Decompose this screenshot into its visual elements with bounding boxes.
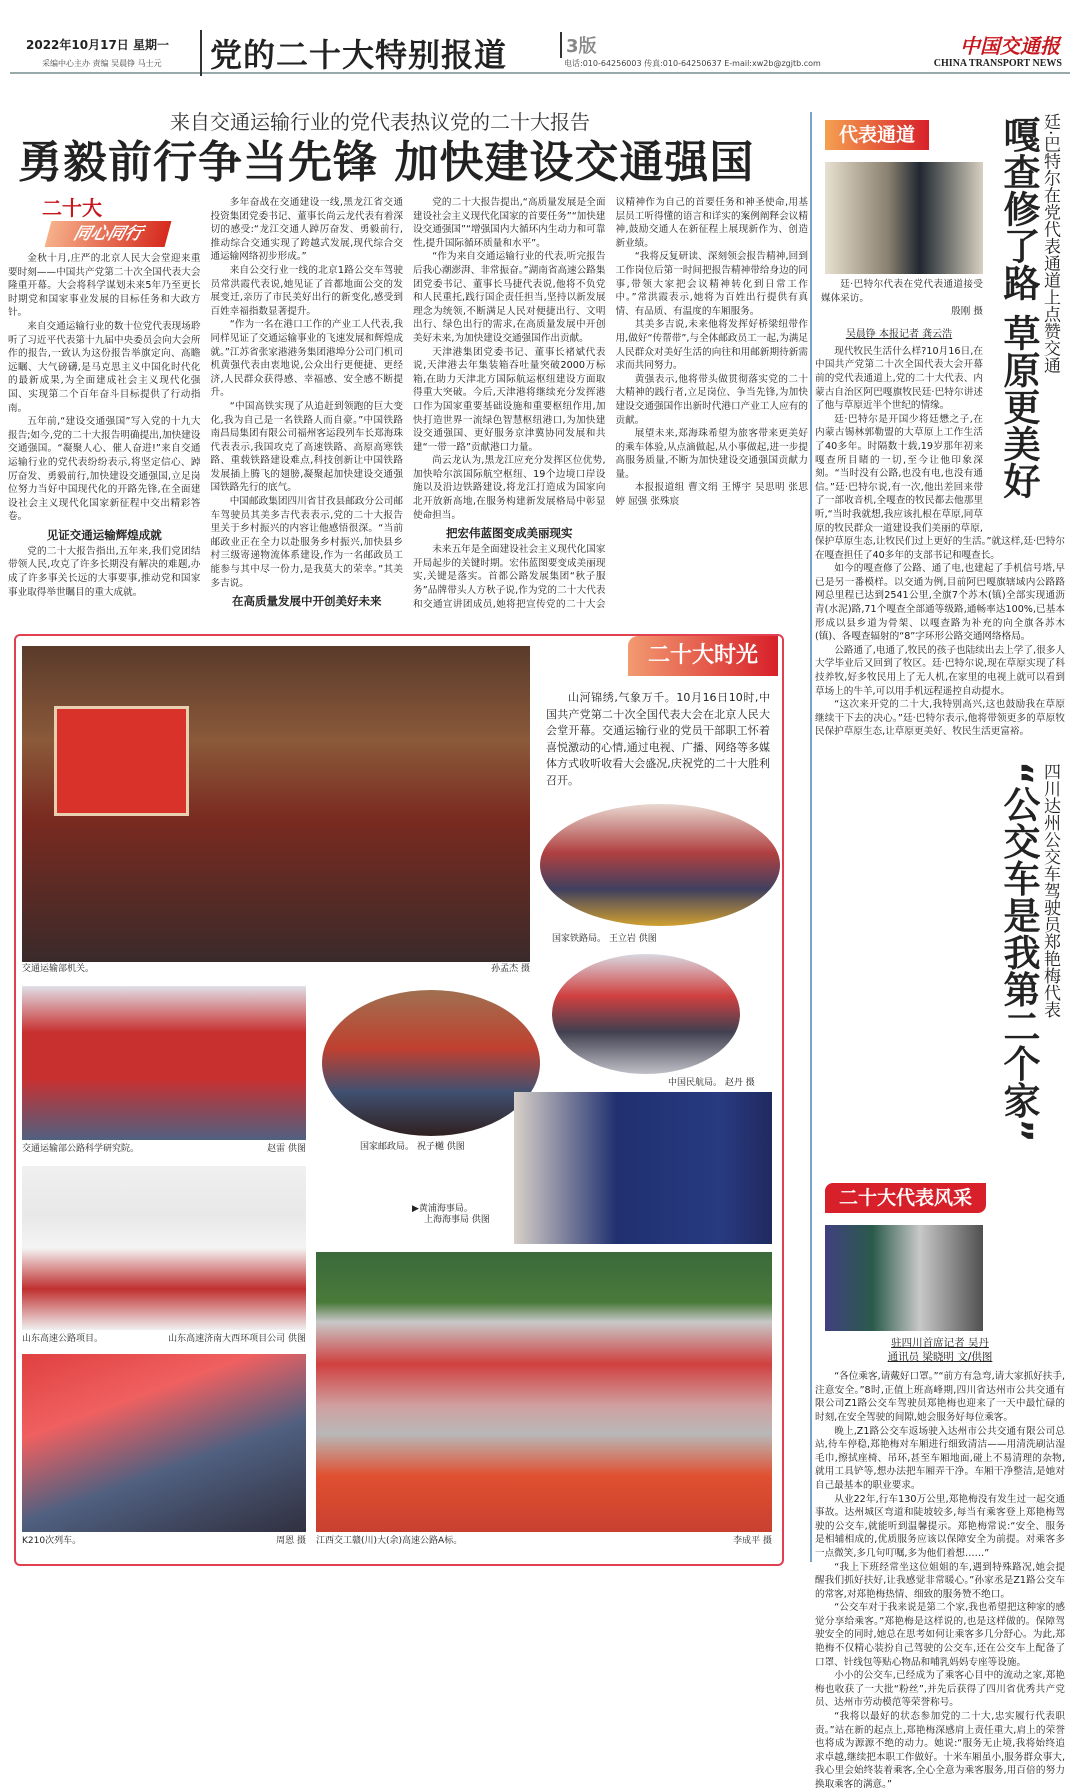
caption: K210次列车。 周恩 摄: [22, 1536, 306, 1546]
paragraph: 其美多吉说,未来他将发挥好桥梁纽带作用,做好“传帮带”,与全体邮政员工一起,为满足人民群众对美好生活的向往和用邮新期待新需求而共同努力。: [615, 319, 808, 372]
paragraph: “这次来开党的二十大,我特别高兴,这也鼓励我在草原继续干下去的决心。”廷·巴特尔表示,他将带领更多的草原牧民保护草原生态,让草原更美好、牧民生活更富裕。: [815, 699, 1065, 738]
editors: 采编中心主办 责编 吴晨铮 马士元: [42, 59, 162, 68]
section-badge: 代表通道: [825, 120, 929, 150]
caption: 交通运输部公路科学研究院。 赵雷 供图: [22, 1144, 306, 1154]
right-column: [815, 113, 1065, 1792]
paragraph: 公路通了,电通了,牧民的孩子也陆续出去上学了,很多人大学毕业后又回到了牧区。廷·巴特尔说,现在草原实现了科技养牧,好多牧民用上了无人机,在家里的电视上就可以看到草场上的牛羊,可以用手机远程遥控自动提水。: [815, 644, 1065, 697]
paragraph: 天津港集团党委书记、董事长褚斌代表说,天津港去年集装箱吞吐量突破2000万标箱,在助力天津北方国际航运枢纽建设方面取得重大突破。今后,天津港将继续充分发挥港口作为国家重要基础设施和重要枢纽作用,加快打造世界一流绿色智慧枢纽港口,为加快建设交通强国、更好服务京津冀协同发展和共建“一带一路”贡献港口力量。: [413, 346, 606, 453]
photo-ministry-hall: [22, 646, 530, 962]
caption: ▶黄浦海事局。 上海海事局 供图: [412, 1204, 490, 1225]
paragraph: “作为一名在港口工作的产业工人代表,我同样见证了交通运输事业的飞速发展和辉煌成就。”江苏省张家港港务集团港埠分公司门机司机黄强代表由衷地说,公众出行更便捷、更经济,人民群众获得感、幸福感、安全感不断提升。: [210, 319, 403, 399]
paragraph: 现代牧民生活什么样?10月16日,在中国共产党第二十次全国代表大会开幕前的党代表通道上,党的二十大代表、内蒙古自治区阿巴嘎旗牧民廷·巴特尔讲述了他与草原近半个世纪的情缘。: [815, 345, 983, 412]
subheading: 在高质量发展中开创美好未来: [232, 594, 382, 609]
photo-feature-badge: 二十大时光: [628, 636, 778, 676]
story-body: [815, 1370, 1065, 1791]
photo-jiangxi-highway: [316, 1252, 772, 1532]
paragraph: 五年前,“建设交通强国”写入党的十九大报告;如今,党的二十大报告明确提出,加快建设交通强国。“凝聚人心、催人奋进!”来自交通运输行业的党代表纷纷表示,将坚定信心、踔厉奋发、勇毅前行,加快建设交通强国,立足岗位努力当好中国现代化的开路先锋,在全面建设社会主义现代化国家新征程中交出精彩答卷。: [8, 416, 201, 523]
caption: 山东高速公路项目。 山东高速济南大西环项目公司 供图: [22, 1334, 306, 1344]
story-subheadline: 廷·巴特尔在党代表通道上点赞交通: [1040, 113, 1060, 374]
story-headline: 嘎查修了路 草原更美好: [997, 116, 1040, 499]
photo-bus-driver: [825, 1225, 983, 1331]
paragraph: “作为来自交通运输行业的代表,听完报告后我心潮澎湃、非常振奋。”湖南省高速公路集团党委书记、董事长马捷代表说,他将不负党和人民重托,践行国企责任担当,坚持以新发展理念为统领,不断满足人民对便捷出行、文明出行、绿色出行的需求,在高质量发展中开创美好未来,为加快建设交通强国作出贡献。: [413, 251, 606, 344]
paragraph: 来自公交行业一线的北京1路公交车驾驶员常洪霞代表说,她见证了首都地面公交的发展变迁,亲历了市民美好出行的新变化,感受到百姓幸福指数显著提升。: [210, 264, 403, 317]
section-badge: 二十大代表风采: [825, 1183, 986, 1213]
paragraph: “我将以最好的状态参加党的二十大,忠实履行代表职责。”站在新的起点上,郑艳梅深感肩上责任重大,肩上的荣誉也将成为源源不绝的动力。她说:“服务无止境,我将始终追求卓越,继续把本职工作做好。十米车厢虽小,服务群众事大,我心里会始终装着乘客,全心全意为乘客服务,用百倍的努力换取乘客的满意。”: [815, 1711, 1065, 1790]
caption: 国家铁路局。 王立岩 供图: [552, 934, 657, 944]
paragraph: 党的二十大报告指出,五年来,我们党团结带领人民,攻克了许多长期没有解决的难题,办成了许多事关长远的大事要事,推动党和国家事业取得举世瞩目的重大成就。: [8, 545, 201, 598]
paragraph: 展望未来,郑海珠希望为旅客带来更美好的乘车体验,从点滴做起,从小事做起,进一步提高服务质量,不断为加快建设交通强国贡献力量。: [615, 428, 808, 480]
main-article: [8, 196, 808, 624]
masthead: [10, 28, 1070, 74]
photo-credit: 殷刚 摄: [951, 306, 983, 318]
paragraph: 如今的嘎查修了公路、通了电,也建起了手机信号塔,早已是另一番模样。以交通为例,目前阿巴嘎旗辖域内公路路网总里程已达到2541公里,全旗7个苏木(镇)全部实现通沥青(水泥)路,71个嘎查全部通等级路,通畅率达100%,已基本形成以县乡道为骨架、以嘎查路为补充的向全旗各苏木(镇)、各嘎查辐射的“8”字环形公路交通网络格局。: [815, 563, 1065, 643]
photo-civil-aviation: [552, 954, 740, 1074]
photo-railway-bureau: [540, 804, 780, 926]
caption: 中国民航局。 赵丹 摄: [668, 1078, 755, 1088]
article-headline: 勇毅前行争当先锋 加快建设交通强国: [18, 137, 755, 188]
paragraph: 黄强表示,他将带头做贯彻落实党的二十大精神的践行者,立足岗位、争当先锋,为加快建设交通强国作出新时代港口产业工人应有的贡献。: [615, 373, 808, 426]
story-headline: “公交车是我第二个家”: [997, 761, 1040, 1143]
subheading: 把宏伟蓝图变成美丽现实: [446, 526, 573, 541]
paragraph: “我将反复研读、深刻领会报告精神,回到工作岗位后第一时间把报告精神带给身边的同事,带领大家把会议精神转化到日常工作中。”常洪霞表示,她将为百姓出行提供有真情、有品质、有温度的车厢服务。: [615, 251, 808, 317]
photo-highway-institute: [22, 986, 306, 1140]
paragraph: 从业22年,行车130万公里,郑艳梅没有发生过一起交通事故。达州城区弯道和陡坡较多,每当有乘客登上郑艳梅驾驶的公交车,就能听到温馨提示。郑艳梅常说:“安全、服务是相辅相成的,优质服务应该以保障安全为前提。对乘客多一点微笑,多几句叮嘱,多为他们着想……”: [815, 1493, 1065, 1559]
paragraph: “各位乘客,请戴好口罩。”“前方有急弯,请大家抓好扶手,注意安全。”8时,正值上班高峰期,四川省达州市公共交通有限公司Z1路公交车驾驶员郑艳梅也迎来了一天中最忙碌的时刻,在安全驾驶的间隙,她会服务好每位乘客。: [815, 1371, 1065, 1423]
contact-info: 电话:010-64256003 传真:010-64250637 E-mail:xw2b@zgjtb.com: [564, 59, 821, 68]
photo-caption: 廷·巴特尔代表在党代表通道接受媒体采访。: [821, 279, 983, 304]
story-delegate-profile: [815, 761, 1065, 1792]
photo-feature-intro: 山河锦绣,气象万千。10月16日10时,中国共产党第二十次全国代表大会在北京人民大会堂开幕。交通运输行业的党员干部职工怀着喜悦激动的心情,通过电视、广播、网络等多媒体方式收听收看大会盛况,庆祝党的二十大胜利召开。: [546, 691, 770, 787]
byline: 吴晨铮 本报记者 龚云浩: [845, 328, 953, 340]
photo-postal-bureau: [322, 990, 540, 1136]
paragraph: 党的二十大报告提出,“高质量发展是全面建设社会主义现代化国家的首要任务”“加快建设交通强国”“增强国内大循环内生动力和可靠性,提升国际循环质量和水平”。: [413, 197, 606, 249]
byline: 驻四川首席记者 吴丹: [891, 1337, 989, 1349]
section-title: 党的二十大特别报道: [200, 30, 507, 76]
photo-maritime-bureau: [514, 1092, 772, 1244]
caption: 江西交工赣(川)大(余)高速公路A标。 李成平 摄: [316, 1536, 772, 1546]
paragraph: 小小的公交车,已经成为了乘客心目中的流动之家,郑艳梅也收获了一大批“粉丝”,并先后获得了四川省优秀共产党员、达州市劳动模范等荣誉称号。: [815, 1670, 1065, 1709]
issue-date: 2022年10月17日 星期一: [26, 38, 169, 52]
caption: 交通运输部机关。 孙孟杰 摄: [22, 964, 530, 974]
badge-bottom: 同心同行: [45, 221, 172, 247]
byline: 通讯员 梁晓明 文/供图: [887, 1350, 993, 1363]
story-representative-channel: [815, 113, 1065, 739]
paragraph: “中国高铁实现了从追赶到领跑的巨大变化,我为自己是一名铁路人而自豪。”中国铁路南昌局集团有限公司福州客运段列车长郑海珠代表表示,我国攻克了高速铁路、高原高寒铁路、重载铁路建设难点,科技创新让中国铁路发展插上腾飞的翅膀,凝聚起加快建设交通强国铁路先行的底气。: [210, 400, 403, 494]
section-badge: [8, 196, 201, 250]
photo-shandong-highway: [22, 1166, 306, 1330]
paragraph: 金秋十月,庄严的北京人民大会堂迎来重要时刻——中国共产党第二十次全国代表大会隆重开幕。大会将科学谋划未来5年乃至更长时期党和国家事业发展的目标任务和大政方针。: [8, 253, 201, 319]
paragraph: 尚云龙认为,黑龙江应充分发挥区位优势,加快哈尔滨国际航空枢纽、19个边境口岸设施以及沿边铁路建设,将龙江打造成为国家向北开放新高地,在服务构建新发展格局中彰显使命担当。: [413, 455, 606, 521]
paragraph: 来自交通运输行业的数十位党代表现场聆听了习近平代表第十九届中央委员会向大会所作的报告,一致认为这份报告举旗定向、高瞻远瞩、大气磅礴,是马克思主义中国化时代化的最新成果,为全面建成社会主义现代化强国、实现第二个百年奋斗目标提供了行动指南。: [8, 320, 201, 414]
paragraph: 晚上,Z1路公交车返场驶入达州市公共交通有限公司总站,待车停稳,郑艳梅对车厢进行细致清洁——用清洗刷沾湿毛巾,擦拭座椅、吊环,甚至车厢地面,碰上不易清理的杂物,就用工具铲等,想办法把车厢弄干净。车厢干净整洁,是她对自己最基本的职业要求。: [815, 1425, 1065, 1491]
article-kicker: 来自交通运输行业的党代表热议党的二十大报告: [170, 110, 590, 134]
photo-k210-train: [22, 1354, 306, 1532]
paragraph: 未来五年是全面建设社会主义现代化国家开局起步的关键时期。宏伟蓝图要变成美丽现实,关键是落实。首都公路发展集团“秋子服务”品牌带头人方秋子说,作为党的二十大代表和交通宣讲团成员,她将把宣传党的二十大会议精神作为自己的首要任务和神圣使命,用基层员工听得懂的语言和详实的案例阐释会议精神,鼓励交通人在新征程上展现新作为、创造新业绩。: [413, 197, 808, 610]
caption: 国家邮政局。 祝子樾 供图: [360, 1142, 465, 1152]
paragraph: 廷·巴特尔是开国少将廷懋之子,在内蒙古锡林郭勒盟的大草原上工作生活了40多年。时隔数十载,19岁那年初来嘎查所目睹的一切,至今让他印象深刻。“当时没有公路,也没有电,也没有通信。”廷·巴特尔说,有一次,他出差回来带了一部收音机,全嘎查的牧民都去他那里听,“当时我就想,我应该扎根在草原,同草原的牧民群众一道建设我们美丽的草原,保护草原生态,让牧民们过上更好的生活。”就这样,廷·巴特尔在嘎查担任了40多年的支部书记和嘎查长。: [815, 413, 1065, 561]
screen: [54, 706, 189, 816]
badge-top: 二十大: [42, 196, 102, 220]
paragraph: 多年奋战在交通建设一线,黑龙江省交通投资集团党委书记、董事长尚云龙代表有着深切的感受:“龙江交通人踔厉奋发、勇毅前行,推动综合交通实现了跨越式发展,现代综合交通运输网络初步形成。”: [210, 197, 403, 263]
page-number: 3版: [560, 32, 597, 58]
paragraph: 中国邮政集团四川省甘孜县邮政分公司邮车驾驶员其美多吉代表表示,党的二十大报告里关于乡村振兴的内容让他感悟很深。“当前邮政业正在全力以赴服务乡村振兴,加快县乡村三级寄递物流体系建设,作为一名邮政员工能参与其中尽一份力,是我莫大的荣幸。”其美多吉说。: [210, 496, 403, 589]
newspaper-logo-en: CHINA TRANSPORT NEWS: [933, 58, 1062, 69]
newspaper-logo: 中国交通报: [960, 34, 1060, 58]
column-divider: [810, 112, 812, 1562]
byline-block: [815, 1337, 1065, 1364]
article-credit: 本报报道组 曹文绢 王博宇 吴思明 张思婷 屈强 张殊宸: [615, 482, 808, 508]
subheading: 见证交通运输辉煌成就: [46, 527, 162, 542]
paragraph: “公交车对于我来说是第二个家,我也希望把这种家的感觉分享给乘客。”郑艳梅是这样说的,也是这样做的。保障驾驶安全的同时,她总在思考如何让乘客多几分舒心。为此,郑艳梅不仅精心装扮自己驾驶的公交车,还在公交车上配备了口罩、针线包等贴心物品和哺乳妈妈专座等设施。: [815, 1602, 1065, 1668]
photo-ting-bateer: [825, 162, 983, 274]
paragraph: “我上下班经常坐这位姐姐的车,遇到特殊路况,她会提醒我们抓好扶好,让我感觉非常暖心。”孙家丞是Z1路公交车的常客,对郑艳梅热情、细致的服务赞不绝口。: [815, 1561, 1065, 1600]
story-subheadline: 四川达州公交车驾驶员郑艳梅代表: [1040, 763, 1060, 1018]
